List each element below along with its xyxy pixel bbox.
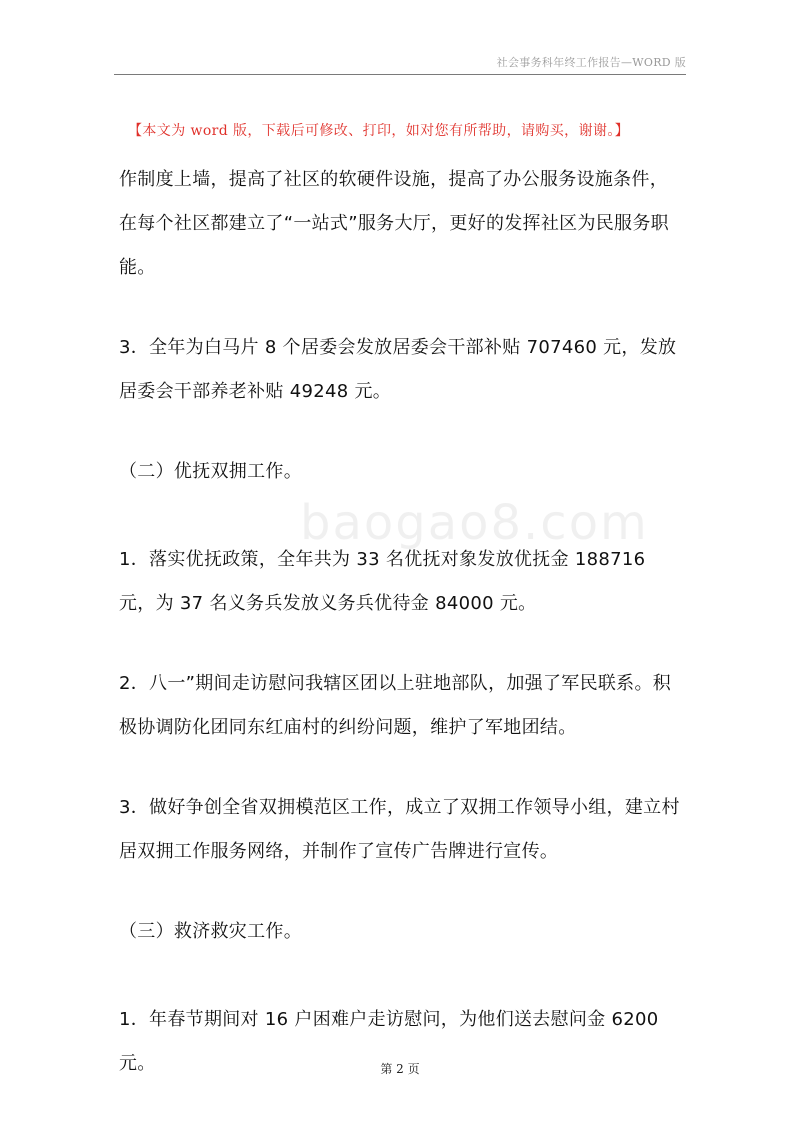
page-number: 第 2 页 bbox=[380, 1062, 420, 1076]
paragraph-spring-festival: 1．年春节期间对 16 户困难户走访慰问，为他们送去慰问金 6200 元。 bbox=[119, 1009, 659, 1074]
paragraph-subsidy: 3．全年为白马片 8 个居委会发放居委会干部补贴 707460 元，发放居委会干部养老补贴 49248 元。 bbox=[119, 337, 677, 402]
site-watermark: baogao8.com bbox=[300, 495, 649, 551]
paragraph-army-visit: 2．八一”期间走访慰问我辖区团以上驻地部队，加强了军民联系。积极协调防化团同东红庙村的纠纷问题，维护了军地团结。 bbox=[119, 673, 672, 738]
paragraph-community-facilities: 作制度上墙，提高了社区的软硬件设施，提高了办公服务设施条件，在每个社区都建立了“一站式”服务大厅，更好的发挥社区为民服务职能。 bbox=[119, 169, 669, 278]
paragraph-preferential-policy: 1．落实优抚政策，全年共为 33 名优抚对象发放优抚金 188716 元，为 37 名义务兵发放义务兵优待金 84000 元。 bbox=[119, 549, 646, 614]
section-heading-preferential-care: （二）优抚双拥工作。 bbox=[119, 461, 302, 482]
header-divider bbox=[114, 74, 686, 75]
paragraph-model-district: 3．做好争创全省双拥模范区工作，成立了双拥工作领导小组，建立村居双拥工作服务网络，并制作了宣传广告牌进行宣传。 bbox=[119, 797, 680, 862]
purchase-notice: 【本文为 word 版，下载后可修改、打印，如对您有所帮助，请购买，谢谢。】 bbox=[128, 123, 630, 139]
section-heading-relief: （三）救济救灾工作。 bbox=[119, 921, 302, 942]
page-header-title: 社会事务科年终工作报告—WORD 版 bbox=[496, 56, 686, 69]
